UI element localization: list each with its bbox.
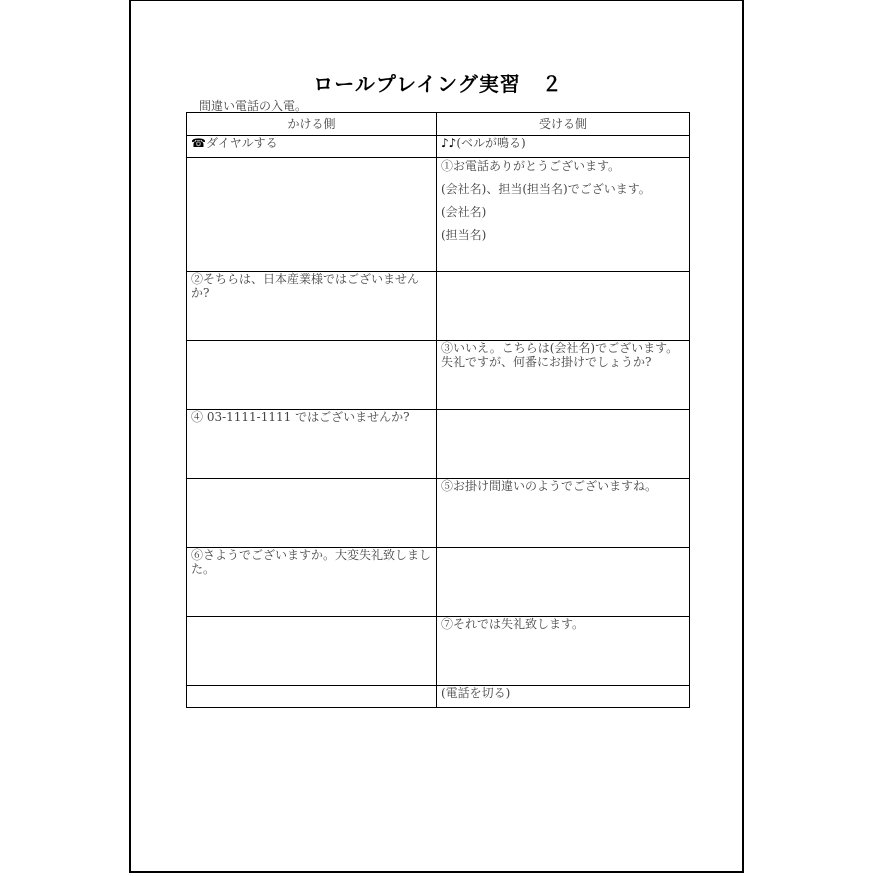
receiver-cell	[437, 548, 690, 617]
roleplay-table	[186, 112, 690, 708]
receiver-line: (会社名)、担当(担当名)でございます。	[441, 182, 651, 196]
receiver-line: (会社名)	[441, 205, 487, 219]
caller-cell	[187, 341, 437, 410]
receiver-line: ①お電話ありがとうございます。	[441, 159, 621, 173]
page-subtitle: 間違い電話の入電。	[199, 99, 308, 113]
caller-cell	[187, 479, 437, 548]
table-header-row	[187, 113, 690, 136]
caller-cell	[187, 158, 437, 272]
table-row	[187, 548, 690, 617]
page-title: ロールプレイング実習 ２	[313, 72, 563, 96]
receiver-cell	[437, 410, 690, 479]
receiver-cell	[437, 272, 690, 341]
caller-text: ダイヤルする	[205, 136, 278, 150]
caller-cell	[187, 686, 437, 708]
caller-cell: ②そちらは、日本産業様ではございませんか?	[187, 272, 437, 341]
receiver-cell: ⑤お掛け間違いのようでございますね。	[437, 479, 690, 548]
receiver-cell	[437, 158, 690, 272]
table-row	[187, 272, 690, 341]
receiver-cell: ③いいえ。こちらは(会社名)でございます。失礼ですが、何番にお掛けでしょうか?	[437, 341, 690, 410]
receiver-text: (ベルが鳴る)	[456, 136, 526, 150]
caller-cell	[187, 617, 437, 686]
header-receiver: 受ける側	[437, 113, 690, 136]
receiver-cell: ⑦それでは失礼致します。	[437, 617, 690, 686]
table-row	[187, 617, 690, 686]
music-note-icon: ♪♪	[441, 136, 457, 150]
telephone-icon: ☎	[191, 136, 206, 150]
table-row	[187, 686, 690, 708]
caller-cell	[187, 136, 437, 158]
table-row	[187, 341, 690, 410]
table-row	[187, 158, 690, 272]
caller-cell: ⑥さようでございますか。大変失礼致しました。	[187, 548, 437, 617]
table-row	[187, 410, 690, 479]
receiver-cell: (電話を切る)	[437, 686, 690, 708]
header-caller: かける側	[187, 113, 437, 136]
table-row	[187, 136, 690, 158]
receiver-line: (担当名)	[441, 228, 487, 242]
receiver-cell	[437, 136, 690, 158]
table-row	[187, 479, 690, 548]
caller-cell: ④ 03-1111-1111 ではございませんか?	[187, 410, 437, 479]
